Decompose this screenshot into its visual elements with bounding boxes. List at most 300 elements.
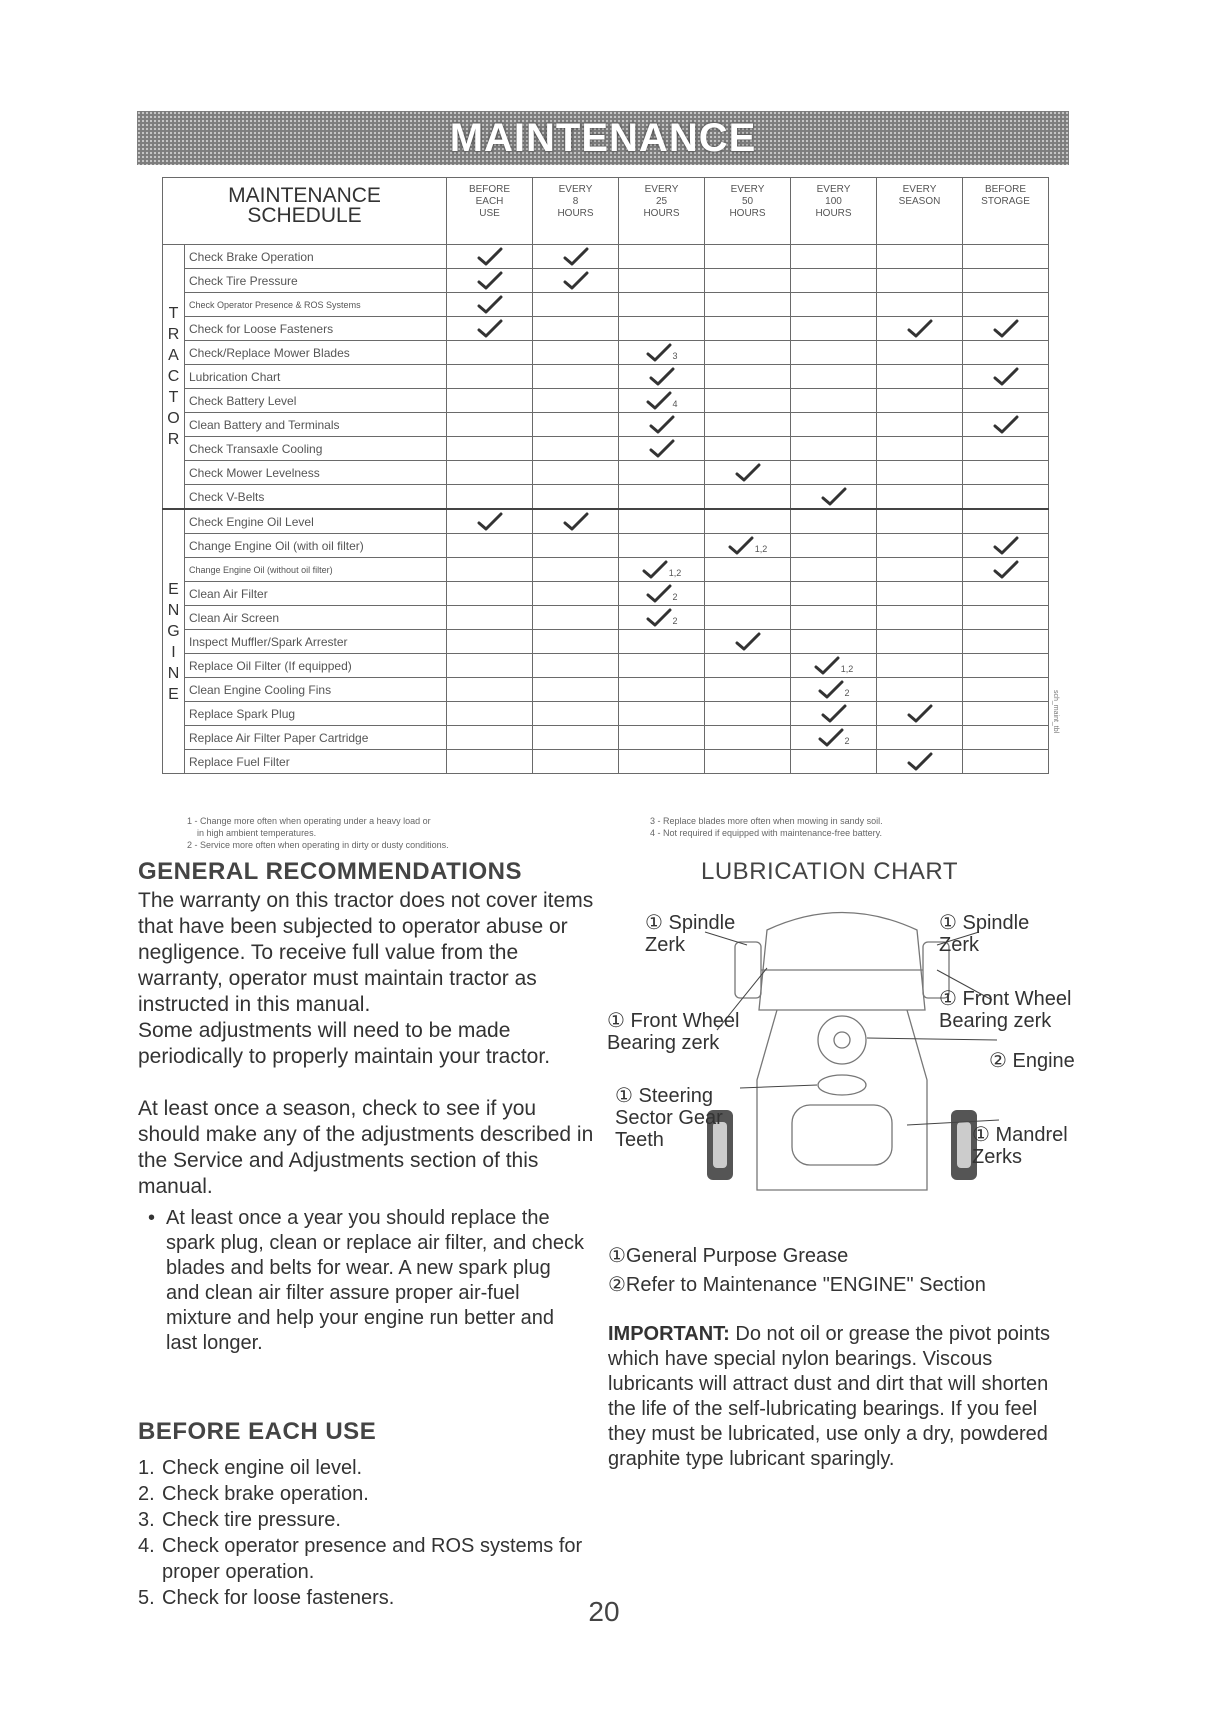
group-letter: G — [167, 622, 180, 640]
schedule-cell — [791, 582, 877, 606]
schedule-cell — [963, 582, 1049, 606]
schedule-column-header — [705, 178, 791, 245]
schedule-cell — [705, 413, 791, 437]
important-label: IMPORTANT: — [608, 1323, 730, 1345]
schedule-cell — [705, 389, 791, 413]
list-number: 5. — [138, 1587, 155, 1609]
column-header-line: 50 — [741, 196, 754, 207]
label-engine: ② Engine — [989, 1050, 1075, 1072]
check-mark-icon — [821, 489, 847, 503]
schedule-cell — [619, 630, 705, 654]
check-mark-icon — [646, 393, 672, 407]
column-header-line: BEFORE — [468, 184, 511, 195]
schedule-cell — [705, 678, 791, 702]
schedule-task: Replace Spark Plug — [185, 702, 447, 726]
group-letter: O — [167, 410, 180, 427]
table-row — [163, 606, 1049, 630]
check-mark-icon — [649, 417, 675, 431]
schedule-cell — [447, 534, 533, 558]
schedule-column-header — [447, 178, 533, 245]
column-header-line: EVERY — [558, 184, 593, 195]
schedule-column-header — [619, 178, 705, 245]
column-header-line: SEASON — [898, 196, 941, 207]
column-header-line: HOURS — [815, 208, 852, 219]
schedule-cell — [877, 245, 963, 269]
table-row — [163, 558, 1049, 582]
schedule-cell — [533, 678, 619, 702]
schedule-cell — [533, 485, 619, 510]
schedule-cell — [877, 678, 963, 702]
lubrication-chart-heading: LUBRICATION CHART — [701, 858, 958, 885]
list-item — [138, 1455, 598, 1481]
schedule-cell — [447, 654, 533, 678]
schedule-cell — [963, 750, 1049, 774]
schedule-cell — [533, 293, 619, 317]
group-letter: T — [168, 389, 179, 406]
check-mark-icon — [907, 754, 933, 768]
schedule-title-line2: SCHEDULE — [247, 204, 362, 227]
schedule-column-header — [791, 178, 877, 245]
list-text: Check brake operation. — [162, 1483, 369, 1505]
group-letter: N — [167, 664, 180, 682]
schedule-task: Clean Battery and Terminals — [185, 413, 447, 437]
check-mark-icon — [993, 538, 1019, 552]
schedule-cell — [877, 317, 963, 341]
general-bullet — [148, 1206, 588, 1356]
schedule-cell — [619, 678, 705, 702]
list-item — [138, 1481, 598, 1507]
check-mark-icon — [814, 658, 840, 672]
check-mark-icon — [563, 249, 589, 263]
column-header-line: 8 — [572, 196, 579, 207]
schedule-cell — [447, 461, 533, 485]
schedule-cell — [619, 413, 705, 437]
schedule-cell — [447, 630, 533, 654]
column-header-line: HOURS — [557, 208, 594, 219]
check-mark-icon — [821, 706, 847, 720]
check-mark-icon — [993, 321, 1019, 335]
check-mark-icon — [993, 562, 1019, 576]
schedule-cell — [963, 389, 1049, 413]
column-header-line: HOURS — [729, 208, 766, 219]
schedule-cell — [619, 389, 705, 413]
group-letter: E — [168, 685, 179, 703]
check-mark-icon — [477, 297, 503, 311]
schedule-cell — [533, 726, 619, 750]
schedule-cell — [877, 485, 963, 510]
schedule-cell — [877, 606, 963, 630]
check-mark-icon — [477, 514, 503, 528]
schedule-cell — [877, 558, 963, 582]
schedule-cell — [877, 341, 963, 365]
schedule-cell — [791, 365, 877, 389]
schedule-cell — [963, 558, 1049, 582]
schedule-cell — [447, 558, 533, 582]
schedule-cell — [791, 293, 877, 317]
column-header-line: 100 — [825, 196, 842, 207]
table-row — [163, 726, 1049, 750]
footnote-ref: 1,2 — [668, 568, 682, 579]
general-paragraph-3: At least once a season, check to see if you should make any of the adjustments described in the Service and Adjustments section of this manual. — [138, 1097, 594, 1198]
label-front-wheel-left: ① Front Wheel Bearing zerk — [607, 1010, 740, 1054]
maintenance-banner — [137, 111, 1069, 165]
footnote-ref: 2 — [672, 616, 678, 627]
schedule-cell — [963, 485, 1049, 510]
label-spindle-left: ① Spindle Zerk — [645, 912, 736, 956]
schedule-task: Replace Air Filter Paper Cartridge — [185, 726, 447, 750]
schedule-cell — [705, 630, 791, 654]
schedule-cell — [447, 582, 533, 606]
schedule-cell — [877, 726, 963, 750]
schedule-cell — [533, 413, 619, 437]
check-mark-icon — [646, 345, 672, 359]
schedule-cell — [533, 509, 619, 534]
schedule-cell — [791, 654, 877, 678]
schedule-cell — [877, 582, 963, 606]
schedule-task: Check Transaxle Cooling — [185, 437, 447, 461]
schedule-cell — [963, 678, 1049, 702]
schedule-cell — [963, 365, 1049, 389]
schedule-cell — [619, 245, 705, 269]
group-letter: T — [168, 305, 179, 322]
group-letter: E — [168, 580, 179, 598]
schedule-title-line1: MAINTENANCE — [228, 184, 381, 207]
schedule-task: Clean Engine Cooling Fins — [185, 678, 447, 702]
schedule-cell — [963, 702, 1049, 726]
schedule-cell — [705, 702, 791, 726]
footnote-line: 3 - Replace blades more often when mowing in sandy soil. — [650, 816, 883, 826]
table-row — [163, 654, 1049, 678]
schedule-task: Check Operator Presence & ROS Systems — [185, 293, 447, 317]
schedule-cell — [447, 293, 533, 317]
column-header-line: EVERY — [902, 184, 937, 195]
schedule-cell — [791, 389, 877, 413]
schedule-cell — [963, 269, 1049, 293]
schedule-cell — [533, 461, 619, 485]
column-header-line: 25 — [655, 196, 668, 207]
footnote-line: in high ambient temperatures. — [197, 828, 317, 838]
schedule-cell — [705, 606, 791, 630]
schedule-cell — [619, 437, 705, 461]
footnote-ref: 2 — [844, 688, 850, 699]
list-number: 4. — [138, 1535, 155, 1557]
table-row — [163, 293, 1049, 317]
schedule-task: Check Brake Operation — [185, 245, 447, 269]
schedule-task: Check Engine Oil Level — [185, 509, 447, 534]
schedule-cell — [963, 726, 1049, 750]
schedule-cell — [791, 317, 877, 341]
lubrication-legend-engine: ②Refer to Maintenance "ENGINE" Section — [608, 1274, 986, 1296]
schedule-cell — [877, 461, 963, 485]
group-letter: R — [167, 326, 180, 343]
list-item — [138, 1533, 598, 1585]
schedule-column-header — [533, 178, 619, 245]
schedule-cell — [791, 341, 877, 365]
schedule-cell — [447, 702, 533, 726]
schedule-task: Replace Fuel Filter — [185, 750, 447, 774]
check-mark-icon — [563, 514, 589, 528]
column-header-line: STORAGE — [981, 196, 1030, 207]
general-recommendations-heading: GENERAL RECOMMENDATIONS — [138, 858, 522, 885]
schedule-task: Check Tire Pressure — [185, 269, 447, 293]
schedule-cell — [791, 461, 877, 485]
schedule-cell — [791, 726, 877, 750]
schedule-cell — [447, 389, 533, 413]
schedule-cell — [705, 269, 791, 293]
schedule-cell — [447, 245, 533, 269]
schedule-cell — [447, 437, 533, 461]
check-mark-icon — [477, 273, 503, 287]
schedule-cell — [877, 389, 963, 413]
column-header-line: EVERY — [730, 184, 765, 195]
check-mark-icon — [993, 369, 1019, 383]
column-header-line: USE — [479, 208, 500, 219]
schedule-cell — [963, 630, 1049, 654]
check-mark-icon — [728, 538, 754, 552]
schedule-cell — [705, 485, 791, 510]
check-mark-icon — [818, 730, 844, 744]
schedule-group-label — [163, 509, 185, 774]
footnote-ref: 1,2 — [840, 664, 854, 675]
schedule-cell — [619, 341, 705, 365]
check-mark-icon — [649, 441, 675, 455]
table-row — [163, 413, 1049, 437]
schedule-cell — [533, 245, 619, 269]
group-letter: A — [168, 347, 179, 364]
schedule-task: Check/Replace Mower Blades — [185, 341, 447, 365]
schedule-cell — [533, 582, 619, 606]
list-text: Check for loose fasteners. — [162, 1587, 395, 1609]
column-header-line: EVERY — [644, 184, 679, 195]
schedule-cell — [619, 534, 705, 558]
schedule-task: Lubrication Chart — [185, 365, 447, 389]
table-row — [163, 509, 1049, 534]
schedule-cell — [877, 269, 963, 293]
list-text: Check operator presence and ROS systems for proper operation. — [162, 1535, 583, 1583]
schedule-cell — [619, 461, 705, 485]
schedule-cell — [447, 485, 533, 510]
footnote-ref: 2 — [672, 592, 678, 603]
schedule-task: Check V-Belts — [185, 485, 447, 510]
schedule-cell — [705, 293, 791, 317]
check-mark-icon — [993, 417, 1019, 431]
list-number: 2. — [138, 1483, 155, 1505]
footnote-line: 4 - Not required if equipped with maintenance-free battery. — [650, 828, 882, 838]
banner-title: MAINTENANCE — [449, 115, 757, 160]
schedule-cell — [705, 726, 791, 750]
schedule-cell — [533, 750, 619, 774]
schedule-cell — [705, 654, 791, 678]
schedule-cell — [877, 702, 963, 726]
schedule-cell — [447, 678, 533, 702]
bullet-mark: • — [148, 1207, 156, 1229]
schedule-cell — [447, 317, 533, 341]
schedule-cell — [705, 365, 791, 389]
check-mark-icon — [649, 369, 675, 383]
schedule-cell — [447, 509, 533, 534]
schedule-cell — [705, 509, 791, 534]
label-front-wheel-right: ① Front Wheel Bearing zerk — [939, 988, 1072, 1032]
schedule-cell — [619, 365, 705, 389]
schedule-cell — [447, 413, 533, 437]
table-row — [163, 389, 1049, 413]
table-row — [163, 341, 1049, 365]
footnote-ref: 1,2 — [754, 544, 768, 555]
schedule-cell — [533, 606, 619, 630]
group-letter: I — [171, 643, 176, 661]
group-letter: C — [167, 368, 180, 385]
footnote-line: 2 - Service more often when operating in dirty or dusty conditions. — [187, 840, 449, 850]
column-header-line: EVERY — [816, 184, 851, 195]
schedule-cell — [533, 558, 619, 582]
schedule-task: Clean Air Screen — [185, 606, 447, 630]
check-mark-icon — [646, 610, 672, 624]
maintenance-schedule-table — [162, 177, 1049, 774]
schedule-cell — [791, 269, 877, 293]
schedule-cell — [619, 293, 705, 317]
check-mark-icon — [646, 586, 672, 600]
schedule-cell — [877, 534, 963, 558]
check-mark-icon — [735, 465, 761, 479]
schedule-cell — [963, 606, 1049, 630]
schedule-cell — [877, 509, 963, 534]
schedule-cell — [447, 269, 533, 293]
schedule-cell — [705, 582, 791, 606]
schedule-cell — [705, 461, 791, 485]
schedule-cell — [963, 245, 1049, 269]
schedule-column-header — [877, 178, 963, 245]
column-header-line: BEFORE — [984, 184, 1027, 195]
schedule-title — [163, 178, 447, 245]
table-row — [163, 582, 1049, 606]
schedule-cell — [533, 437, 619, 461]
table-row — [163, 365, 1049, 389]
label-spindle-right: ① Spindle Zerk — [939, 912, 1030, 956]
schedule-cell — [533, 534, 619, 558]
table-row — [163, 269, 1049, 293]
check-mark-icon — [907, 706, 933, 720]
important-text: Do not oil or grease the pivot points which have special nylon bearings. Viscous lubricants will attract dust and dirt that will shorten the life of the self-lubricating bearings. If you feel they must be lubricated, use only a dry, powdered graphite type lubricant sparingly. — [608, 1323, 1051, 1470]
general-paragraph-2: Some adjustments will need to be made periodically to properly maintain your tractor. — [138, 1019, 551, 1068]
column-header-line: HOURS — [643, 208, 680, 219]
schedule-cell — [447, 726, 533, 750]
check-mark-icon — [563, 273, 589, 287]
schedule-task: Change Engine Oil (with oil filter) — [185, 534, 447, 558]
table-row — [163, 702, 1049, 726]
footnotes-left — [187, 815, 587, 851]
schedule-cell — [963, 654, 1049, 678]
schedule-cell — [791, 509, 877, 534]
schedule-cell — [447, 606, 533, 630]
table-row — [163, 317, 1049, 341]
schedule-cell — [705, 437, 791, 461]
schedule-cell — [705, 750, 791, 774]
schedule-cell — [705, 317, 791, 341]
schedule-cell — [877, 654, 963, 678]
list-item — [138, 1507, 598, 1533]
important-note — [608, 1322, 1078, 1472]
schedule-cell — [619, 582, 705, 606]
schedule-cell — [619, 269, 705, 293]
schedule-cell — [963, 437, 1049, 461]
footnote-ref: 3 — [672, 351, 678, 362]
schedule-task: Change Engine Oil (without oil filter) — [185, 558, 447, 582]
schedule-cell — [791, 558, 877, 582]
schedule-cell — [533, 317, 619, 341]
schedule-cell — [963, 341, 1049, 365]
footnote-ref: 2 — [844, 736, 850, 747]
column-header-line: EACH — [475, 196, 504, 207]
schedule-cell — [619, 702, 705, 726]
check-mark-icon — [907, 321, 933, 335]
before-each-use-heading: BEFORE EACH USE — [138, 1418, 377, 1445]
check-mark-icon — [477, 249, 503, 263]
schedule-cell — [791, 678, 877, 702]
general-paragraph-1: The warranty on this tractor does not cover items that have been subjected to operator abuse or negligence. To receive full value from the warranty, operator must maintain tractor as instructed in this manual. — [138, 889, 594, 1016]
schedule-cell — [791, 702, 877, 726]
table-row — [163, 750, 1049, 774]
page-number: 20 — [588, 1596, 620, 1627]
schedule-cell — [791, 630, 877, 654]
schedule-cell — [791, 750, 877, 774]
schedule-cell — [619, 606, 705, 630]
table-side-code: sch_maint_tbl — [1052, 690, 1059, 734]
schedule-cell — [877, 293, 963, 317]
list-text: Check engine oil level. — [162, 1457, 363, 1479]
schedule-cell — [791, 437, 877, 461]
lubrication-legend-grease: ①General Purpose Grease — [608, 1245, 849, 1267]
label-steering: ① Steering Sector Gear Teeth — [615, 1085, 723, 1151]
table-row — [163, 485, 1049, 510]
table-row — [163, 678, 1049, 702]
check-mark-icon — [818, 682, 844, 696]
schedule-cell — [533, 389, 619, 413]
schedule-cell — [963, 534, 1049, 558]
schedule-cell — [877, 630, 963, 654]
schedule-cell — [447, 750, 533, 774]
lubrication-diagram — [607, 890, 1077, 1215]
schedule-group-label — [163, 245, 185, 510]
schedule-cell — [791, 413, 877, 437]
check-mark-icon — [735, 634, 761, 648]
schedule-cell — [791, 485, 877, 510]
schedule-cell — [963, 413, 1049, 437]
group-letter: N — [167, 601, 180, 619]
schedule-cell — [619, 750, 705, 774]
table-row — [163, 461, 1049, 485]
schedule-cell — [619, 317, 705, 341]
bullet-text: At least once a year you should replace the spark plug, clean or replace air filter, and check blades and belts for wear. A new spark plug and clean air filter assure proper air-fuel mixture and help your engine run better and last longer. — [166, 1207, 584, 1354]
schedule-task: Check Battery Level — [185, 389, 447, 413]
schedule-cell — [877, 365, 963, 389]
footnote-ref: 4 — [672, 399, 678, 410]
list-text: Check tire pressure. — [162, 1509, 341, 1531]
footnote-line: 1 - Change more often when operating under a heavy load or — [187, 816, 431, 826]
schedule-cell — [533, 702, 619, 726]
schedule-cell — [533, 269, 619, 293]
schedule-cell — [963, 293, 1049, 317]
schedule-task: Clean Air Filter — [185, 582, 447, 606]
table-row — [163, 437, 1049, 461]
schedule-cell — [963, 509, 1049, 534]
footnotes-right — [650, 815, 1030, 839]
schedule-cell — [791, 245, 877, 269]
schedule-task: Check for Loose Fasteners — [185, 317, 447, 341]
schedule-task: Check Mower Levelness — [185, 461, 447, 485]
schedule-task: Replace Oil Filter (If equipped) — [185, 654, 447, 678]
list-number: 1. — [138, 1457, 155, 1479]
before-each-use-list — [138, 1455, 598, 1611]
